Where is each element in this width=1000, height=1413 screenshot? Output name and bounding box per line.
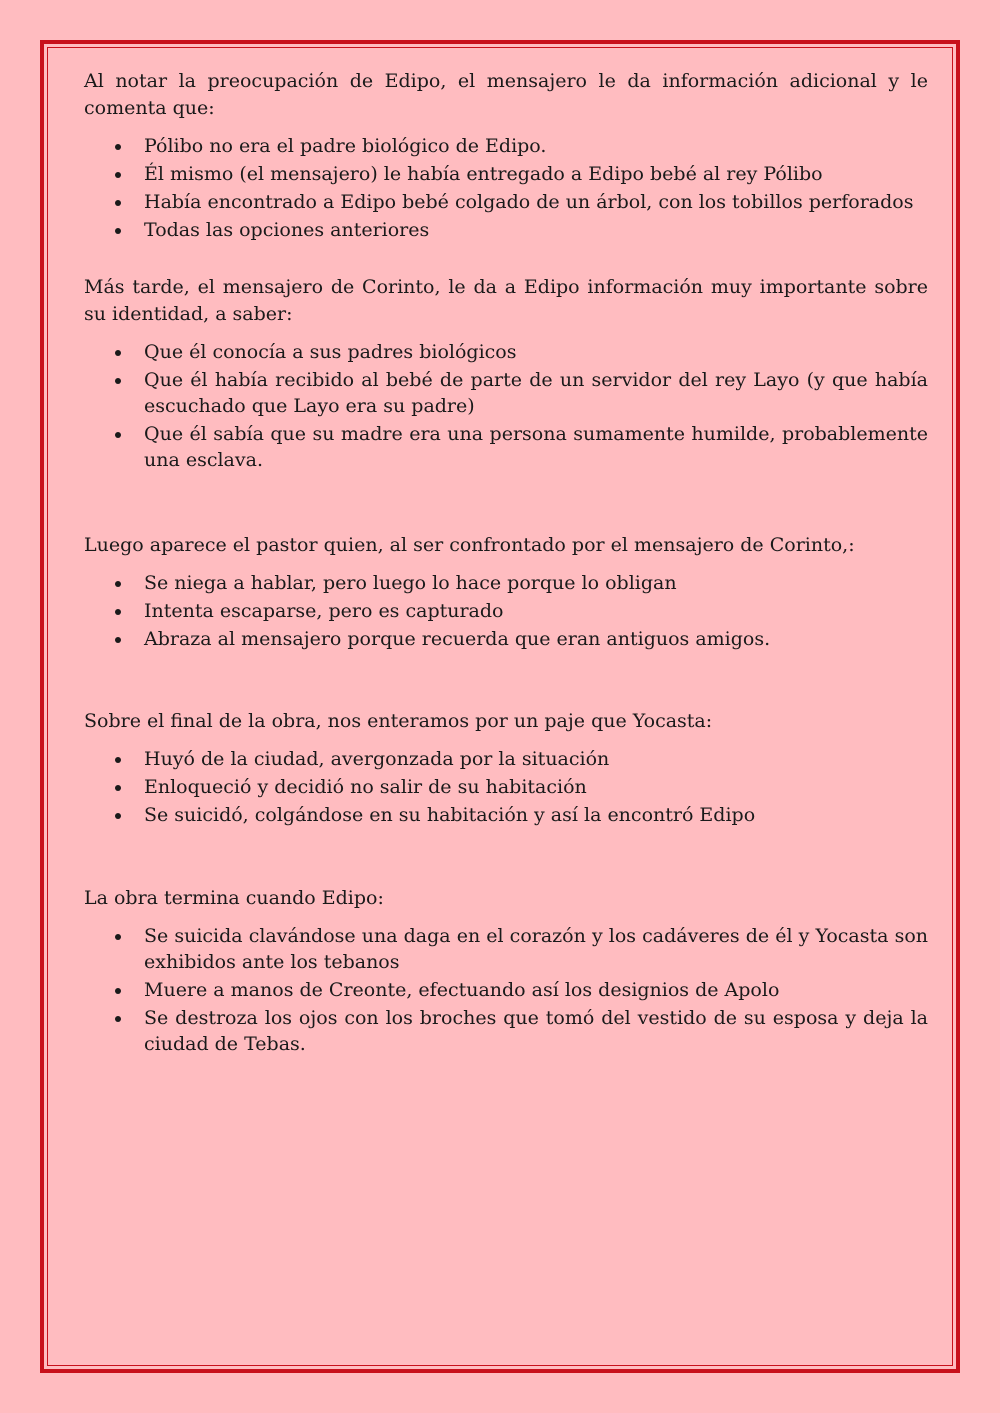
option-item[interactable] [84,133,928,159]
question-text: Al notar la preocupación de Edipo, el mensajero le da información adicional y le comenta que: [84,70,928,119]
bullet-icon [115,637,121,643]
option-item[interactable] [84,598,928,624]
option-label: Se destroza los ojos con los broches que tomó del vestido de su esposa y deja la ciudad de Tebas. [144,1007,928,1055]
question-block-3 [84,532,928,654]
option-label: Él mismo (el mensajero) le había entregado a Edipo bebé al rey Pólibo [144,163,823,185]
bullet-icon [115,581,121,587]
option-item[interactable] [84,217,928,243]
option-label: Pólibo no era el padre biológico de Edipo. [144,135,547,157]
option-label: Había encontrado a Edipo bebé colgado de un árbol, con los tobillos perforados [144,191,914,213]
question-block-1 [84,68,928,245]
bullet-icon [115,378,121,384]
bullet-icon [115,934,121,940]
option-item[interactable] [84,421,928,473]
bullet-icon [115,172,121,178]
option-label: Abraza al mensajero porque recuerda que eran antiguos amigos. [144,628,771,650]
option-list [84,570,928,652]
option-item[interactable] [84,802,928,828]
bullet-icon [115,228,121,234]
question-block-4 [84,708,928,830]
bullet-icon [115,1016,121,1022]
option-label: Que él había recibido al bebé de parte de un servidor del rey Layo (y que había escuchado que Layo era su padre) [144,369,928,417]
option-label: Se niega a hablar, pero luego lo hace porque lo obligan [144,572,677,594]
option-item[interactable] [84,977,928,1003]
option-item[interactable] [84,774,928,800]
question-text: Sobre el final de la obra, nos enteramos por un paje que Yocasta: [84,710,713,732]
option-list [84,746,928,828]
question-text: La obra termina cuando Edipo: [84,887,384,909]
bullet-icon [115,813,121,819]
question-block-5 [84,885,928,1059]
question-block-2 [84,274,928,475]
option-label: Que él conocía a sus padres biológicos [144,341,517,363]
option-item[interactable] [84,626,928,652]
option-label: Huyó de la ciudad, avergonzada por la situación [144,748,610,770]
option-item[interactable] [84,570,928,596]
bullet-icon [115,609,121,615]
bullet-icon [115,757,121,763]
bullet-icon [115,350,121,356]
option-item[interactable] [84,746,928,772]
option-label: Se suicida clavándose una daga en el corazón y los cadáveres de él y Yocasta son exhibidos ante los tebanos [144,925,928,973]
bullet-icon [115,200,121,206]
option-label: Enloqueció y decidió no salir de su habitación [144,776,587,798]
option-item[interactable] [84,923,928,975]
option-list [84,133,928,243]
bullet-icon [115,988,121,994]
option-item[interactable] [84,1005,928,1057]
option-label: Muere a manos de Creonte, efectuando así los designios de Apolo [144,979,780,1001]
question-text: Más tarde, el mensajero de Corinto, le da a Edipo información muy importante sobre su identidad, a saber: [84,276,928,325]
option-item[interactable] [84,189,928,215]
option-item[interactable] [84,339,928,365]
bullet-icon [115,432,121,438]
option-label: Intenta escaparse, pero es capturado [144,600,504,622]
option-list [84,923,928,1057]
option-label: Que él sabía que su madre era una persona sumamente humilde, probablemente una esclava. [144,423,928,471]
bullet-icon [115,144,121,150]
option-list [84,339,928,473]
option-item[interactable] [84,161,928,187]
question-text: Luego aparece el pastor quien, al ser confrontado por el mensajero de Corinto,: [84,534,855,556]
option-item[interactable] [84,367,928,419]
option-label: Todas las opciones anteriores [144,219,430,241]
bullet-icon [115,785,121,791]
option-label: Se suicidó, colgándose en su habitación y así la encontró Edipo [144,804,756,826]
